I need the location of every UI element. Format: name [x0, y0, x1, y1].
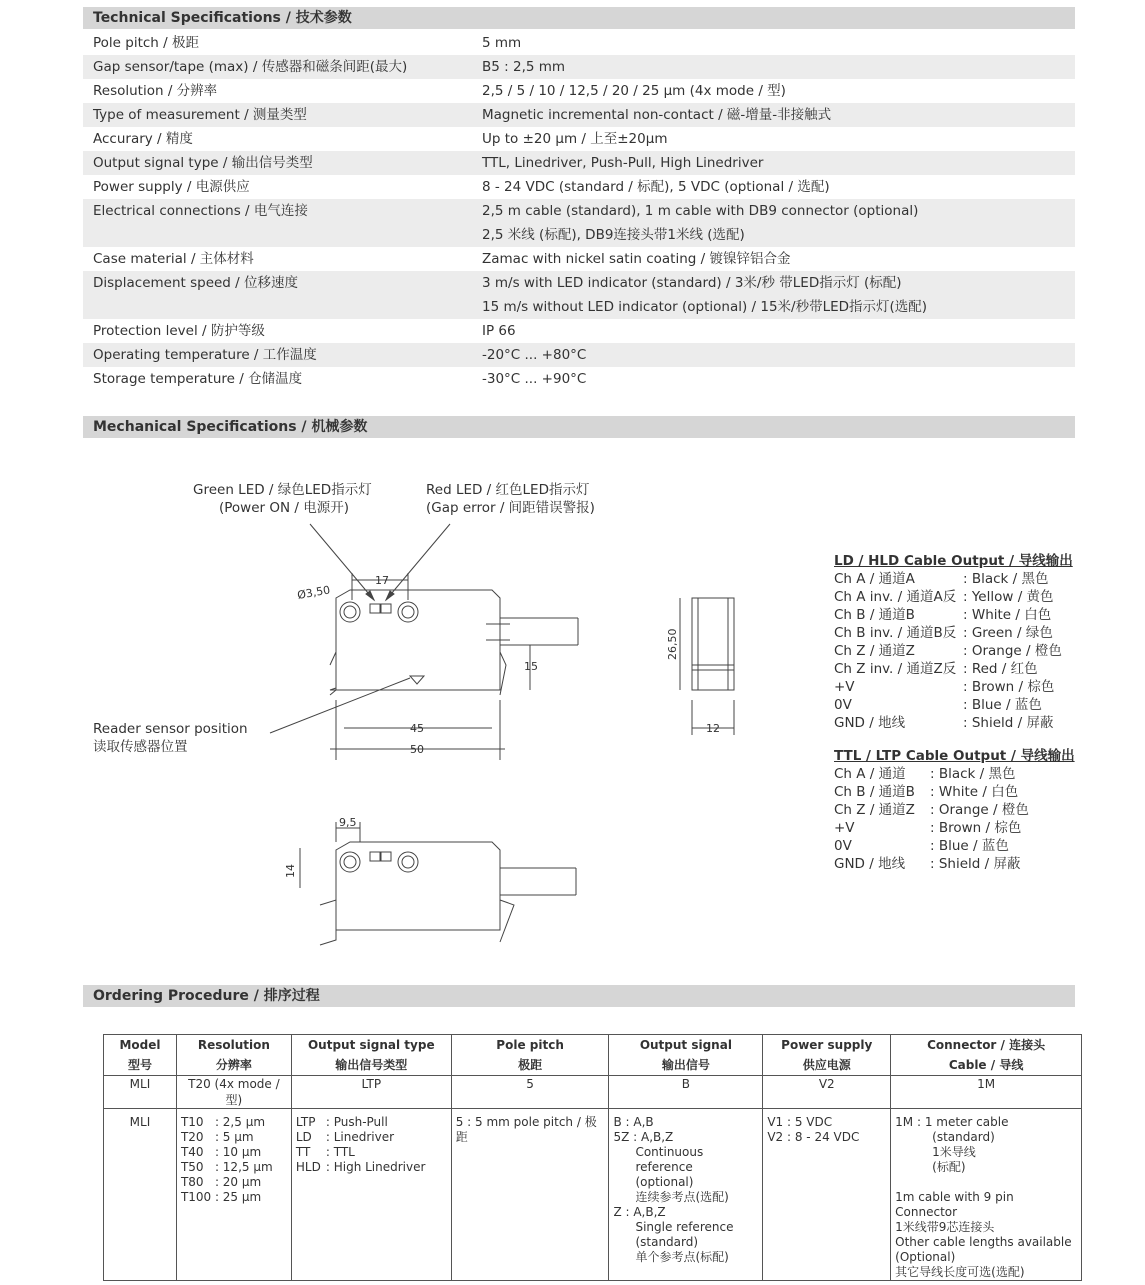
option-line: (optional) [635, 1175, 694, 1189]
technical-specs-title-en: Technical Specifications [93, 10, 281, 26]
resolution-options [176, 1109, 291, 1281]
cable-color: : Blue / 蓝色 [963, 697, 1042, 713]
order-header-zh: Cable / 导线 [948, 1058, 1024, 1072]
option-line: (标配) [932, 1160, 966, 1174]
mechanical-specs-title-en: Mechanical Specifications [93, 419, 297, 435]
dim-95: 9,5 [339, 816, 357, 829]
order-sample-cell: 5 [451, 1076, 609, 1109]
spec-value-line: 2,5 / 5 / 10 / 12,5 / 20 / 25 µm (4x mode / 型) [482, 83, 786, 99]
spec-key: Power supply / 电源供应 [93, 179, 250, 195]
cable-color: : White / 白色 [963, 607, 1052, 623]
cable-channel: GND / 地线 [834, 856, 906, 872]
dim-17: 17 [375, 574, 389, 587]
order-header-en: Output signal [639, 1038, 732, 1052]
ordering-header-row [104, 1035, 1082, 1076]
red-led-label: Red LED / 红色LED指示灯 [426, 482, 590, 498]
order-header-en: Pole pitch [496, 1038, 564, 1052]
cable-channel: 0V [834, 838, 852, 854]
order-header-zh: 极距 [518, 1058, 543, 1072]
order-header-en: Output signal type [307, 1038, 435, 1052]
spec-key: Protection level / 防护等级 [93, 323, 265, 339]
sensor-top-view [330, 590, 578, 695]
spec-value-line: -20°C ... +80°C [482, 347, 587, 363]
option-line: Other cable lengths available [895, 1235, 1072, 1249]
cable-row [834, 642, 1073, 660]
cable-channel: Ch Z inv. / 通道Z反 [834, 661, 957, 677]
cable-row [834, 696, 1073, 714]
option-code: T10 [180, 1115, 204, 1129]
order-header-cell [891, 1035, 1082, 1076]
mechanical-specs-header: Mechanical Specifications / 机械参数 [83, 416, 1075, 438]
order-header-cell [104, 1035, 177, 1076]
spec-value-line: 2,5 m cable (standard), 1 m cable with DB9 connector (optional) [482, 203, 919, 219]
cable-row [834, 837, 1075, 855]
spec-key: Operating temperature / 工作温度 [93, 347, 317, 363]
ordering-options-row [104, 1109, 1082, 1281]
order-sample-cell: LTP [291, 1076, 451, 1109]
spec-value-line: Zamac with nickel satin coating / 镀镍锌铝合金 [482, 251, 791, 267]
option-line: V1 : 5 VDC [767, 1115, 833, 1129]
option-desc: : 20 µm [214, 1175, 262, 1189]
option-desc: : Linedriver [325, 1130, 395, 1144]
cable-channel: Ch A / 通道 [834, 766, 906, 782]
order-header-zh: 型号 [127, 1058, 152, 1072]
cable-row [834, 606, 1073, 624]
spec-key: Case material / 主体材料 [93, 251, 254, 267]
option-item [181, 1175, 287, 1190]
cable-channel: Ch B / 通道B [834, 607, 915, 623]
order-header-zh: 供应电源 [802, 1058, 851, 1072]
option-code: T100 [180, 1190, 212, 1204]
option-line: 5Z : A,B,Z [613, 1130, 674, 1144]
order-sample-cell: T20 (4x mode / 型) [176, 1076, 291, 1109]
spec-key: Output signal type / 输出信号类型 [93, 155, 313, 171]
spec-value-line: -30°C ... +90°C [482, 371, 587, 387]
red-led-sublabel: (Gap error / 间距错误警报) [426, 500, 595, 516]
option-code: T20 [180, 1130, 204, 1144]
order-header-zh: 输出信号类型 [335, 1058, 408, 1072]
output-signal-options [609, 1109, 763, 1281]
cable-channel: Ch Z / 通道Z [834, 802, 915, 818]
option-code: LD [295, 1130, 312, 1144]
cable-row [834, 624, 1073, 642]
cable-color: : Orange / 橙色 [930, 802, 1029, 818]
option-desc: : 5 µm [214, 1130, 254, 1144]
cable-channel: 0V [834, 697, 852, 713]
connector-options [891, 1109, 1082, 1281]
reader-sensor-sublabel: 读取传感器位置 [93, 739, 188, 755]
cable-channel: Ch Z / 通道Z [834, 643, 915, 659]
pole-pitch-cell: 5 : 5 mm pole pitch / 极距 [451, 1109, 609, 1281]
cable-channel: +V [834, 820, 855, 836]
order-header-en: Connector / 连接头 [927, 1038, 1046, 1052]
option-item [181, 1145, 287, 1160]
spec-value-line: B5 : 2,5 mm [482, 59, 566, 75]
order-header-en: Model [119, 1038, 161, 1052]
option-line: Single reference [635, 1220, 734, 1234]
order-sample-cell: MLI [104, 1076, 177, 1109]
option-desc: : Push-Pull [325, 1115, 388, 1129]
order-header-cell [609, 1035, 763, 1076]
cable-channel: Ch A / 通道A [834, 571, 915, 587]
spec-key: Electrical connections / 电气连接 [93, 203, 308, 219]
spec-value-line: 8 - 24 VDC (standard / 标配), 5 VDC (optional / 选配) [482, 179, 830, 195]
model-cell: MLI [104, 1109, 177, 1281]
ordering-title-zh: 排序过程 [263, 988, 320, 1004]
cable-channel: Ch B / 通道B [834, 784, 915, 800]
option-item [181, 1115, 287, 1130]
option-line: Z : A,B,Z [613, 1205, 666, 1219]
cable-color: : Shield / 屏蔽 [963, 715, 1054, 731]
ordering-table [103, 1034, 1082, 1281]
cable-channel: +V [834, 679, 855, 695]
dim-50: 50 [410, 743, 424, 756]
option-item [181, 1160, 287, 1175]
cable-row [834, 855, 1075, 873]
ordering-sample-row [104, 1076, 1082, 1109]
ordering-procedure-header: Ordering Procedure / 排序过程 [83, 985, 1075, 1007]
option-line: 1米线带9芯连接头 [895, 1220, 995, 1234]
spec-key: Pole pitch / 极距 [93, 35, 199, 51]
dim-14: 14 [284, 864, 297, 878]
sensor-top-view-2 [320, 842, 576, 945]
power-supply-options [763, 1109, 891, 1281]
order-header-cell [291, 1035, 451, 1076]
signal-type-options [291, 1109, 451, 1281]
option-desc: : 12,5 µm [214, 1160, 273, 1174]
ttl-ltp-cable-output [834, 747, 1075, 873]
option-line: 连续参考点(选配) [635, 1190, 729, 1204]
option-item [181, 1190, 287, 1205]
spec-key: Type of measurement / 测量类型 [93, 107, 307, 123]
cable-row [834, 570, 1073, 588]
cable-row [834, 801, 1075, 819]
option-item [296, 1145, 447, 1160]
option-code: T50 [180, 1160, 204, 1174]
green-led-label: Green LED / 绿色LED指示灯 [193, 482, 372, 498]
spec-value-line: 15 m/s without LED indicator (optional) / 15米/秒带LED指示灯(选配) [482, 299, 928, 315]
ordering-title-en: Ordering Procedure [93, 988, 249, 1004]
red-led-leader [386, 524, 450, 600]
cable-row [834, 660, 1073, 678]
option-code: T40 [180, 1145, 204, 1159]
spec-key: Accurary / 精度 [93, 131, 193, 147]
option-item [296, 1130, 447, 1145]
spec-key: Displacement speed / 位移速度 [93, 275, 299, 291]
ttl-ltp-cable-title: TTL / LTP Cable Output / 导线输出 [834, 748, 1075, 764]
option-line: 其它导线长度可选(选配) [895, 1265, 1025, 1279]
cable-color: : Brown / 棕色 [963, 679, 1055, 695]
mechanical-specs-title-zh: 机械参数 [311, 419, 368, 435]
ld-hld-cable-output [834, 552, 1073, 732]
option-desc: : TTL [325, 1145, 355, 1159]
option-line: B : A,B [613, 1115, 654, 1129]
cable-row [834, 783, 1075, 801]
option-line: V2 : 8 - 24 VDC [767, 1130, 860, 1144]
cable-color: : Orange / 橙色 [963, 643, 1062, 659]
order-sample-cell: B [609, 1076, 763, 1109]
option-item [296, 1115, 447, 1130]
order-header-zh: 输出信号 [661, 1058, 710, 1072]
order-header-cell [176, 1035, 291, 1076]
cable-row [834, 678, 1073, 696]
order-sample-cell: 1M [891, 1076, 1082, 1109]
cable-row [834, 819, 1075, 837]
option-desc: : 25 µm [214, 1190, 262, 1204]
spec-value-line: 5 mm [482, 35, 522, 51]
cable-color: : Yellow / 黄色 [963, 589, 1054, 605]
spec-value-line: 3 m/s with LED indicator (standard) / 3米/秒 带LED指示灯 (标配) [482, 275, 902, 291]
option-code: HLD [295, 1160, 321, 1174]
dim-15: 15 [524, 660, 538, 673]
spec-key: Gap sensor/tape (max) / 传感器和磁条间距(最大) [93, 59, 408, 75]
cable-row [834, 714, 1073, 732]
cable-color: : Shield / 屏蔽 [930, 856, 1021, 872]
cable-color: : Black / 黑色 [963, 571, 1049, 587]
reader-leader [270, 678, 410, 733]
dim-2650: 26,50 [666, 628, 679, 660]
spec-value-line: IP 66 [482, 323, 516, 339]
order-header-cell [451, 1035, 609, 1076]
option-code: T80 [180, 1175, 204, 1189]
spec-value-line: Up to ±20 µm / 上至±20µm [482, 131, 668, 147]
option-item [181, 1130, 287, 1145]
spec-value-line: 2,5 米线 (标配), DB9连接头带1米线 (选配) [482, 227, 745, 243]
cable-color: : Brown / 棕色 [930, 820, 1022, 836]
cable-color: : Red / 红色 [963, 661, 1038, 677]
option-line: (standard) [635, 1235, 699, 1249]
dim-12: 12 [706, 722, 720, 735]
cable-color: : Blue / 蓝色 [930, 838, 1009, 854]
cable-color: : Black / 黑色 [930, 766, 1016, 782]
green-led-sublabel: (Power ON / 电源开) [219, 500, 349, 516]
spec-key: Storage temperature / 仓储温度 [93, 371, 303, 387]
option-code: LTP [295, 1115, 316, 1129]
sensor-side-view [692, 598, 734, 690]
order-header-en: Power supply [781, 1038, 873, 1052]
technical-specs-header: Technical Specifications / 技术参数 [83, 7, 1075, 29]
ld-hld-cable-title: LD / HLD Cable Output / 导线输出 [834, 553, 1073, 569]
option-item [296, 1160, 447, 1175]
cable-channel: GND / 地线 [834, 715, 906, 731]
cable-color: : Green / 绿色 [963, 625, 1053, 641]
technical-specs-title-zh: 技术参数 [295, 10, 352, 26]
order-header-cell [763, 1035, 891, 1076]
option-line: Continuous reference [635, 1145, 704, 1174]
option-line: 1m cable with 9 pin Connector [895, 1190, 1014, 1219]
option-line: 1M : 1 meter cable [895, 1115, 1009, 1129]
cable-row [834, 588, 1073, 606]
dim-350: Ø3,50 [296, 583, 332, 602]
option-line: 1米导线 [932, 1145, 976, 1159]
dim-45: 45 [410, 722, 424, 735]
option-desc: : 2,5 µm [214, 1115, 266, 1129]
spec-value-line: TTL, Linedriver, Push-Pull, High Linedriver [482, 155, 764, 171]
option-desc: : High Linedriver [325, 1160, 426, 1174]
cable-color: : White / 白色 [930, 784, 1019, 800]
option-code: TT [295, 1145, 311, 1159]
reader-sensor-label: Reader sensor position [93, 721, 248, 737]
spec-key: Resolution / 分辨率 [93, 83, 218, 99]
order-header-en: Resolution [197, 1038, 270, 1052]
option-line: 单个参考点(标配) [635, 1250, 729, 1264]
option-desc: : 10 µm [214, 1145, 262, 1159]
cable-channel: Ch A inv. / 通道A反 [834, 589, 957, 605]
cable-row [834, 765, 1075, 783]
order-header-zh: 分辨率 [215, 1058, 252, 1072]
cable-channel: Ch B inv. / 通道B反 [834, 625, 957, 641]
order-sample-cell: V2 [763, 1076, 891, 1109]
option-line: (standard) [932, 1130, 995, 1144]
spec-value-line: Magnetic incremental non-contact / 磁-增量-非接触式 [482, 107, 832, 123]
option-line: (Optional) [895, 1250, 956, 1264]
